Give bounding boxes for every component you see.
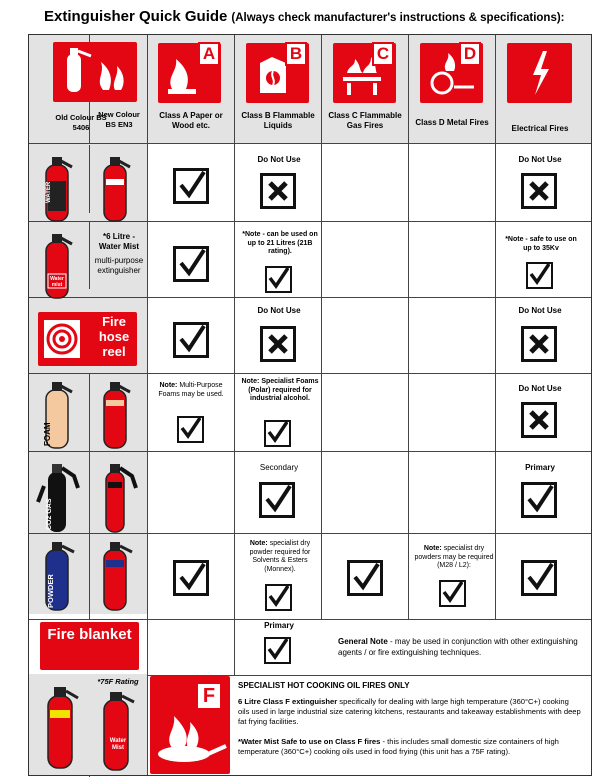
fire-blanket-label: Fire blanket xyxy=(47,626,132,643)
class-f-rating: *75F Rating xyxy=(97,677,139,686)
old-water-text: WATER xyxy=(46,181,52,203)
water-mist-extinguisher xyxy=(38,230,78,302)
old-foam-text: FOAM xyxy=(43,422,52,446)
hose-class-b-label: Do Not Use xyxy=(257,306,301,315)
lightning-bolt-icon xyxy=(507,43,572,103)
class-c-letter: C xyxy=(372,42,394,66)
hose-class-b-cross xyxy=(260,326,296,362)
water-class-b-label: Do Not Use xyxy=(257,155,301,164)
co2-electrical-check xyxy=(521,482,557,518)
water-class-a-check xyxy=(173,168,209,204)
new-powder-extinguisher xyxy=(96,538,140,614)
water-electrical-label: Do Not Use xyxy=(518,155,562,164)
class-c-header: Class C Flammable Gas Fires xyxy=(328,111,402,130)
general-note: General Note - may be used in conjunction with other extinguishing agents / or fire extinguishing techniques. xyxy=(338,637,578,657)
class-a-letter: A xyxy=(198,42,220,66)
new-water-extinguisher xyxy=(96,153,136,225)
class-f-paragraph-1: 6 Litre Class F extinguisher specifically for dealing with large high temperature (360°C+) cooking oils used in large industrial size catering kitchens, restaurants and takeaway establishments with deep fat frying facilities. xyxy=(238,697,581,726)
class-f-letter: F xyxy=(196,682,222,710)
class-d-header: Class D Metal Fires xyxy=(415,118,489,127)
page-title: Extinguisher Quick Guide (Always check manufacturer's instructions & specifications): xyxy=(44,8,565,25)
foam-class-a-check xyxy=(177,416,204,443)
old-powder-text: POWDER xyxy=(46,574,55,608)
mist-class-b-check xyxy=(265,266,292,293)
page-subtitle: (Always check manufacturer's instructions & specifications): xyxy=(231,12,565,24)
old-colour-header: Old Colour BS 5406 xyxy=(55,113,107,132)
mist-class-b-note: *Note - can be used on up to 21 Litres (21B rating). xyxy=(242,231,318,255)
foam-electrical-cross xyxy=(521,402,557,438)
powder-electrical-check xyxy=(521,560,557,596)
old-co2-extinguisher xyxy=(34,458,82,536)
powder-class-d-check xyxy=(439,580,466,607)
class-f-paragraph-2: *Water Mist Safe to use on Class F fires - this includes small domestic size containers of high temperature (360°C+) cooking oils used in food frying (this unit has a 75F rating). xyxy=(238,737,559,756)
foam-class-a-note: Note: Multi-Purpose Foams may be used. xyxy=(158,382,224,398)
extinguisher-flame-icon xyxy=(53,42,137,102)
hose-electrical-label: Do Not Use xyxy=(518,306,562,315)
hose-class-a-check xyxy=(173,322,209,358)
class-b-letter: B xyxy=(285,42,307,66)
old-mist-text: Water mist xyxy=(50,276,64,288)
extinguisher-sign xyxy=(53,42,137,102)
class-f-heading: SPECIALIST HOT COOKING OIL FIRES ONLY xyxy=(238,681,410,690)
new-colour-header: New Colour BS EN3 xyxy=(98,110,140,129)
mist-new-sublabel: multi-purpose extinguisher xyxy=(94,256,144,275)
mist-new-label: *6 Litre - Water Mist xyxy=(98,232,140,251)
co2-class-b-label: Secondary xyxy=(259,463,299,472)
fire-hose-reel-label: Fire hose reel xyxy=(98,314,130,359)
new-class-f-text: Water Mist xyxy=(109,738,127,751)
mist-class-a-check xyxy=(173,246,209,282)
water-electrical-cross xyxy=(521,173,557,209)
powder-class-b-check xyxy=(265,584,292,611)
class-b-header: Class B Flammable Liquids xyxy=(241,111,315,130)
mist-electrical-note: *Note - safe to use on up to 35Kv xyxy=(505,236,577,252)
new-class-f-extinguisher xyxy=(96,690,140,774)
class-d-letter: D xyxy=(459,42,481,66)
powder-class-c-check xyxy=(347,560,383,596)
powder-class-d-note: Note: specialist dry powders may be required (M28 / L2): xyxy=(414,545,494,569)
new-foam-extinguisher xyxy=(96,378,136,452)
old-co2-text: CO2 GAS xyxy=(46,498,53,530)
foam-class-b-check xyxy=(264,420,291,447)
water-class-b-cross xyxy=(260,173,296,209)
electrical-sign xyxy=(507,43,572,103)
old-class-f-extinguisher xyxy=(38,682,82,772)
blanket-class-b-check xyxy=(264,637,291,664)
hose-electrical-cross xyxy=(521,326,557,362)
powder-class-a-check xyxy=(173,560,209,596)
powder-class-b-note: Note: specialist dry powder required for Solvents & Esters (Monnex). xyxy=(249,540,311,573)
blanket-class-b-label: Primary xyxy=(264,621,294,630)
co2-class-b-check xyxy=(259,482,295,518)
co2-electrical-label: Primary xyxy=(525,463,555,472)
foam-electrical-label: Do Not Use xyxy=(518,384,562,393)
foam-class-b-note: Note: Specialist Foams (Polar) required for industrial alcohol. xyxy=(241,378,319,402)
electrical-header: Electrical Fires xyxy=(511,124,569,133)
class-a-header: Class A Paper or Wood etc. xyxy=(159,111,223,130)
old-powder-extinguisher xyxy=(36,538,80,614)
new-co2-extinguisher xyxy=(94,458,142,536)
mist-electrical-check xyxy=(526,262,553,289)
old-water-extinguisher xyxy=(38,153,78,225)
